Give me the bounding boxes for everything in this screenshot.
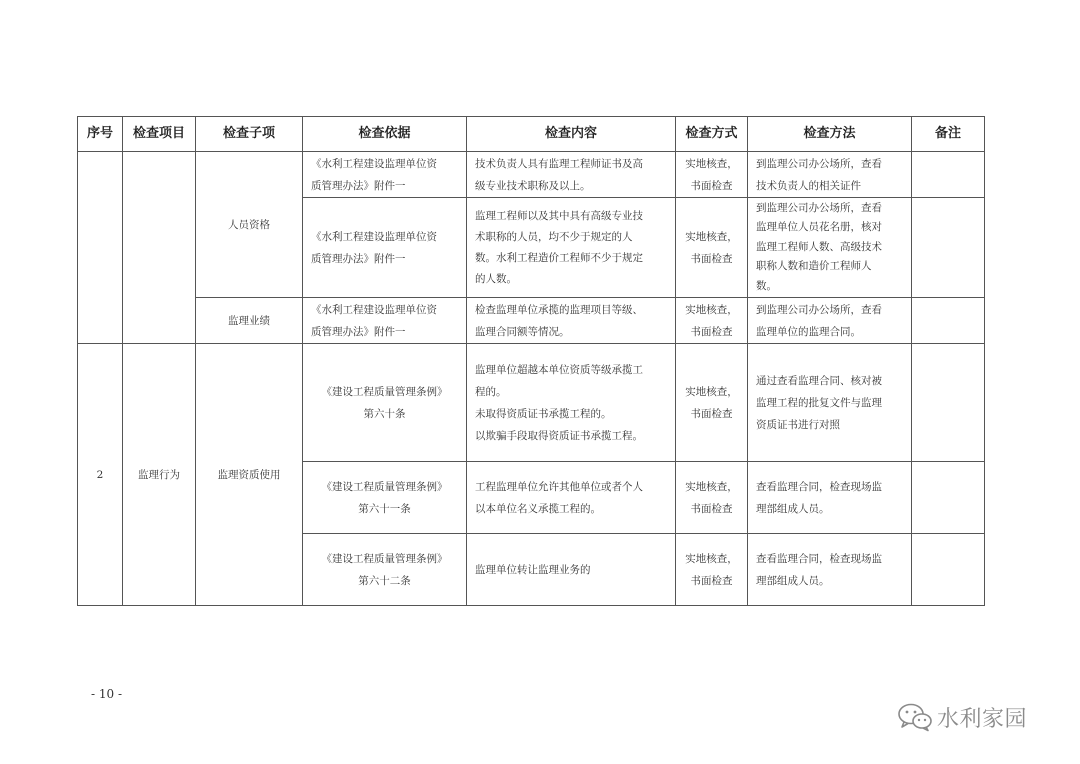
cell-note [912,152,985,198]
cell-method [748,462,912,534]
cell-content [467,462,676,534]
mode-line: 书面检查 [690,574,733,587]
cell-item [123,152,196,344]
cell-method [748,534,912,606]
method-line: 到监理公司办公场所，查看 [756,157,882,170]
mode-line: 书面检查 [690,325,733,338]
basis-line: 第六十条 [363,407,406,420]
cell-basis [303,198,467,298]
cell-note [912,344,985,462]
basis-line: 第六十二条 [358,574,411,587]
mode-line: 实地核查， [685,157,738,170]
basis-line: 质管理办法》附件一 [311,179,406,192]
cell-mode [676,534,748,606]
basis-line: 《建设工程质量管理条例》 [321,385,448,398]
basis-line: 《建设工程质量管理条例》 [321,480,448,493]
basis-line: 《水利工程建设监理单位资 [311,157,437,170]
method-line: 通过查看监理合同、核对被 [756,374,882,387]
cell-mode [676,462,748,534]
header-basis: 检查依据 [303,117,467,152]
cell-note [912,462,985,534]
basis-line: 《水利工程建设监理单位资 [311,230,437,243]
mode-line: 实地核查， [685,303,738,316]
table-row [78,152,985,198]
header-sub: 检查子项 [196,117,303,152]
basis-line: 质管理办法》附件一 [311,325,406,338]
basis-line: 《水利工程建设监理单位资 [311,303,437,316]
cell-method [748,298,912,344]
content-line: 检查监理单位承揽的监理项目等级、 [475,303,643,316]
method-line: 查看监理合同，检查现场监 [756,480,882,493]
method-line: 理部组成人员。 [756,574,830,587]
cell-item: 监理行为 [123,344,196,606]
cell-sub: 监理业绩 [196,298,303,344]
method-line: 监理单位的监理合同。 [756,325,861,338]
cell-content [467,298,676,344]
cell-note [912,198,985,298]
method-line: 监理工程师人数、高级技术 [756,240,882,253]
watermark-text: 水利家园 [937,706,1028,732]
method-line: 查看监理合同，检查现场监 [756,552,882,565]
watermark [897,700,1057,734]
content-line: 工程监理单位允许其他单位或者个人 [475,480,643,493]
header-mode: 检查方式 [676,117,748,152]
cell-sub: 监理资质使用 [196,344,303,606]
header-method: 检查方法 [748,117,912,152]
header-seq: 序号 [78,117,123,152]
cell-seq: 2 [78,344,123,606]
cell-note [912,534,985,606]
mode-line: 书面检查 [690,502,733,515]
mode-line: 实地核查， [685,230,738,243]
cell-note [912,298,985,344]
mode-line: 实地核查， [685,480,738,493]
method-line: 理部组成人员。 [756,502,830,515]
header-content: 检查内容 [467,117,676,152]
method-line: 资质证书进行对照 [756,418,840,431]
mode-line: 书面检查 [690,407,733,420]
table-row [78,344,985,462]
content-line: 程的。 [475,385,507,398]
table-row [78,298,985,344]
cell-content [467,534,676,606]
cell-basis [303,462,467,534]
method-line: 数。 [756,279,777,292]
content-line: 级专业技术职称及以上。 [475,179,591,192]
basis-line: 《建设工程质量管理条例》 [321,552,448,565]
cell-mode [676,298,748,344]
cell-basis [303,534,467,606]
cell-method [748,152,912,198]
content-line: 监理单位转让监理业务的 [475,563,591,576]
page-number: - 10 - [91,687,123,701]
content-line: 监理单位超越本单位资质等级承揽工 [475,363,643,376]
wechat-icon [897,702,933,732]
method-line: 监理单位人员花名册，核对 [756,221,882,234]
method-line: 技术负责人的相关证件 [756,179,861,192]
cell-basis [303,344,467,462]
cell-content [467,344,676,462]
cell-mode [676,152,748,198]
cell-sub: 人员资格 [196,152,303,298]
cell-basis [303,298,467,344]
cell-mode [676,198,748,298]
mode-line: 实地核查， [685,385,738,398]
content-line: 的人数。 [475,272,517,285]
content-line: 技术负责人具有监理工程师证书及高 [475,157,643,170]
content-line: 术职称的人员，均不少于规定的人 [475,230,633,243]
header-note: 备注 [912,117,985,152]
mode-line: 书面检查 [690,252,733,265]
basis-line: 第六十一条 [358,502,411,515]
cell-content [467,198,676,298]
content-line: 未取得资质证书承揽工程的。 [475,407,612,420]
header-item: 检查项目 [123,117,196,152]
cell-mode [676,344,748,462]
content-line: 数。水利工程造价工程师不少于规定 [475,251,643,264]
cell-seq [78,152,123,344]
content-line: 以欺骗手段取得资质证书承揽工程。 [475,429,643,442]
method-line: 到监理公司办公场所，查看 [756,303,882,316]
mode-line: 书面检查 [690,179,733,192]
cell-content [467,152,676,198]
method-line: 到监理公司办公场所，查看 [756,201,882,214]
cell-method [748,198,912,298]
content-line: 监理工程师以及其中具有高级专业技 [475,209,643,222]
content-line: 以本单位名义承揽工程的。 [475,502,601,515]
cell-basis [303,152,467,198]
basis-line: 质管理办法》附件一 [311,252,406,265]
content-line: 监理合同额等情况。 [475,325,570,338]
method-line: 监理工程的批复文件与监理 [756,396,882,409]
mode-line: 实地核查， [685,552,738,565]
cell-method [748,344,912,462]
table-header-row [78,117,985,152]
method-line: 职称人数和造价工程师人 [756,260,872,273]
inspection-table [77,116,985,606]
